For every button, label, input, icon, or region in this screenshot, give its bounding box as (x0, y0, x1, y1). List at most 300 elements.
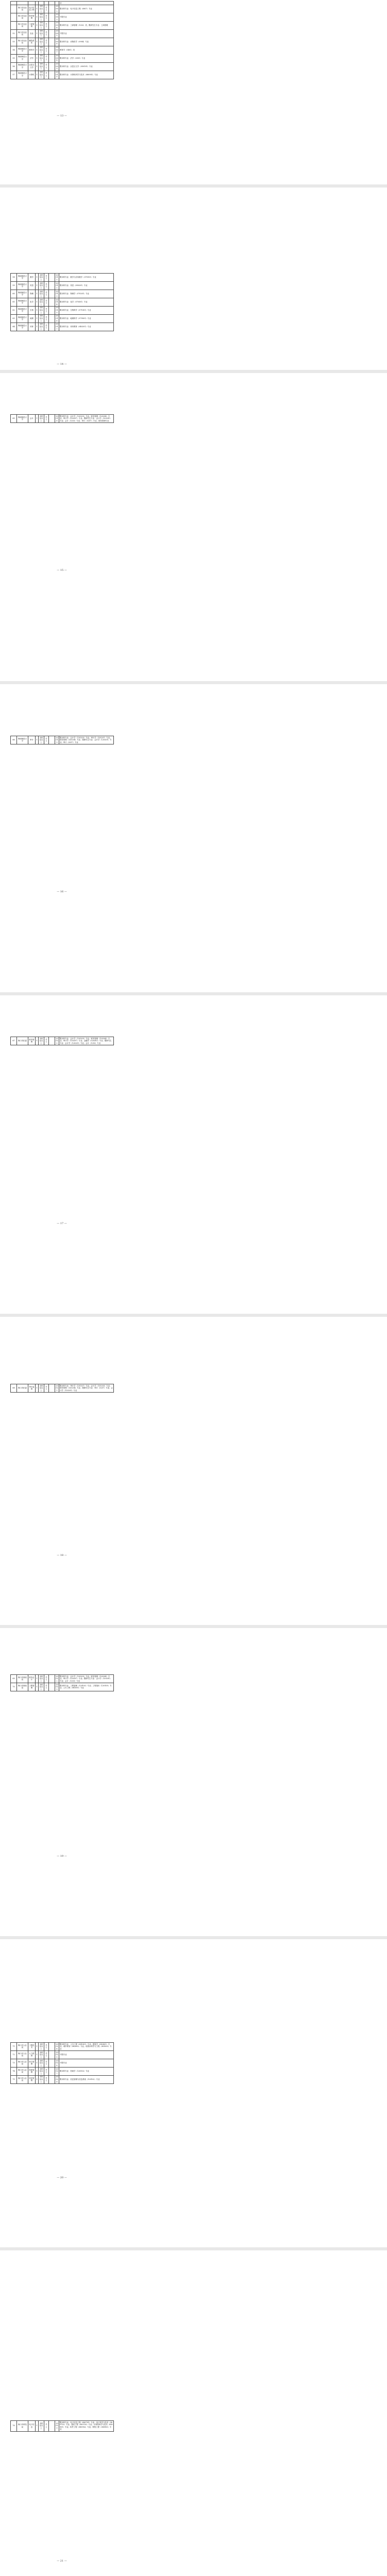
table-row (11, 1675, 114, 1683)
condition-cell (49, 21, 55, 29)
condition-cell (49, 29, 55, 38)
condition-cell (49, 2075, 55, 2083)
condition-cell (49, 736, 55, 744)
row-number: 61 (11, 298, 17, 306)
condition-cell (49, 13, 55, 21)
education-cell: 本科及以上 (39, 21, 44, 29)
page-number: — 15 — (57, 569, 67, 572)
count-cell: 1 (36, 71, 39, 79)
employer-cell: 海南师范大学 (17, 298, 28, 306)
table-row (11, 54, 114, 62)
degree-cell: 学士 (44, 298, 49, 306)
degree-cell (44, 2, 49, 5)
employer-cell: 海南师范大学 (17, 46, 28, 54)
row-number (11, 5, 17, 13)
degree-cell: 学士 (44, 306, 49, 314)
condition-cell (49, 2, 55, 5)
page-number: — 20 — (57, 2176, 67, 2179)
recruitment-table (10, 2042, 114, 2084)
degree-cell: 学士 (44, 736, 49, 744)
code-cell: 20002 (56, 5, 58, 12)
position-cell: 工商管理 (28, 21, 36, 29)
page-19 (0, 1628, 387, 1937)
position-cell: 法学 (28, 54, 36, 62)
position-cell: 审计 (28, 736, 36, 744)
position-cell: 电子信息 (28, 2421, 36, 2432)
recruitment-table (10, 414, 114, 423)
requirement-cell: 限本科专业：信息管理与信息系统（120102）专业 (59, 2075, 114, 2083)
requirement-cell: 限本科专业：计算机科学与技术（080901）专业 (59, 71, 114, 79)
code-cell: 20029 (55, 2421, 59, 2432)
degree-cell: 学士 (44, 2059, 49, 2067)
degree-cell: 学士 (44, 2421, 49, 2432)
code-cell: 20024 (56, 2043, 58, 2050)
requirement-cell: 限本科专业：土木工程（081001）专业；建筑学（082801）专业；城乡规划（082802）专业；给排水科学与工程（081003）专业 (59, 2043, 114, 2051)
employer-cell: 海南师范大学 (17, 71, 28, 79)
requirement-cell: 限本科专业：数学与应用数学（070101）专业 (59, 274, 114, 282)
table-row (11, 2059, 114, 2067)
code-cell (55, 2, 59, 5)
page-number: — 21 — (57, 2560, 67, 2563)
condition-cell (49, 62, 55, 71)
employer-cell: 海口市人社局 (17, 2075, 28, 2083)
condition-cell (49, 1384, 55, 1393)
position-cell: 电子信息工程 (28, 5, 36, 13)
requirement-cell: 限本科专业：会计学（120203）专业；审计学（120207）专业；财务管理（120204）专业；限研究生专业：会计学（120201）专业；审计（0257）专业 (59, 736, 114, 744)
condition-cell (49, 290, 55, 298)
table-row (11, 2075, 114, 2083)
position-cell: 物理 (28, 290, 36, 298)
degree-cell: 学士 (44, 54, 49, 62)
position-cell: 化学 (28, 298, 36, 306)
employer-cell: 海南师范大学 (17, 54, 28, 62)
page-15 (0, 373, 387, 682)
page-number: — 13 — (57, 114, 67, 117)
table-row (11, 46, 114, 54)
position-cell: 英语 (28, 281, 36, 290)
education-cell: 本科及以上 (39, 281, 44, 290)
condition-cell (49, 2059, 55, 2067)
education-cell: 本科及以上 (39, 29, 44, 38)
code-cell: 20013 (56, 290, 58, 297)
requirement-cell: 限本科专业：审计学（120207）专业；会计学（120203）专业；财务管理（120204）专业；限研究生专业：审计（0257）专业；会计学（120201）专业 (60, 1384, 113, 1392)
requirement-cell: 不限专业 (59, 2050, 114, 2059)
count-cell: 1 (36, 54, 39, 62)
requirement-cell: 限本科专业：物理学（070201）专业 (59, 290, 114, 298)
employer-cell (17, 2, 28, 5)
position-cell: 综合管理 (28, 2059, 36, 2067)
code-cell: 20026 (56, 2059, 58, 2066)
education-cell: 本科及以上 (39, 1384, 44, 1393)
requirement-cell: 限本科专业：工程管理（120103）专业；工程造价（120105）专业；土木工程（081001）专业 (59, 1683, 114, 1691)
degree-cell: 学士 (44, 2067, 49, 2075)
employer-cell: 海口市农业局 (17, 5, 28, 13)
code-cell: 20017 (56, 323, 58, 330)
row-number: 68 (11, 1384, 17, 1393)
education-cell: 本科及以上 (39, 2075, 44, 2083)
degree-cell: 学士 (44, 2075, 49, 2083)
degree-cell: 学士 (44, 62, 49, 71)
employer-cell: 海口市农业局 (17, 13, 28, 21)
table-row (11, 736, 114, 744)
requirement-cell: 限本科专业：工商管理（1202）类，限研究生专业：工商管理 (59, 21, 114, 29)
count-cell: 1 (36, 298, 39, 306)
employer-cell: 海口市纪委 (17, 1384, 28, 1393)
row-number: 54 (11, 46, 17, 54)
requirement-cell: 限本科专业：会计学（120203）专业；财务管理（120204）专业；审计学（120207）专业；金融学（020301）专业；限研究生专业：会计学（120201）专业；会计（1253）专业 (59, 1037, 114, 1045)
condition-cell (49, 46, 55, 54)
count-cell: 1 (36, 13, 39, 21)
position-cell: 计算机 (28, 71, 36, 79)
requirement-cell: 限本科专业：电子信息工程（080701）专业；电子科学与技术（080702）专业；通信工程（080703）专业；计算机科学与技术（080901）专业；软件工程（080902）专业；网络工程（080903）专业 (60, 2421, 113, 2431)
degree-cell: 学士 (44, 13, 49, 21)
row-number: 57 (11, 71, 17, 79)
code-cell: 20028 (56, 2076, 58, 2083)
count-cell: 1 (36, 2043, 39, 2051)
table-row (11, 38, 114, 46)
condition-cell (49, 54, 55, 62)
position-cell: 生物 (28, 306, 36, 314)
position-cell: 审计监督 (28, 1384, 36, 1393)
degree-cell: 学士 (44, 46, 49, 54)
requirement-cell: 限本科专业：动物医学（0904）专业 (59, 38, 114, 46)
row-number: 66 (11, 736, 17, 744)
count-cell: 1 (36, 290, 39, 298)
education-cell: 本科及以上 (39, 1683, 44, 1691)
page-20 (0, 1939, 387, 2248)
condition-cell (49, 415, 55, 423)
requirement-cell: 限本科专业：生物科学（071001）专业 (59, 306, 114, 314)
education-cell: 本科及以上 (39, 1037, 44, 1045)
requirement-cell: 限本科专业：法学（0301）专业 (59, 54, 114, 62)
employer-cell: 海南师范大学 (17, 323, 28, 331)
education-cell: 本科及以上 (39, 415, 44, 423)
condition-cell (49, 1037, 55, 1045)
recruitment-table (10, 1384, 114, 1393)
employer-cell: 海南师范大学 (17, 306, 28, 314)
table-row (11, 71, 114, 79)
count-cell: 1 (36, 21, 39, 29)
requirement-cell: 教育学（0401）类 (59, 46, 114, 54)
count-cell: 1 (36, 1384, 39, 1393)
count-cell: 1 (36, 1675, 39, 1683)
table-row (11, 13, 114, 21)
education-cell (39, 2, 44, 5)
table-row (11, 2421, 114, 2432)
recruitment-table (10, 736, 114, 744)
position-cell: 信息管理 (28, 2075, 36, 2083)
page-13 (0, 0, 387, 185)
education-cell: 本科及以上 (39, 290, 44, 298)
education-cell: 本科及以上 (39, 2043, 44, 2051)
code-cell: 20014 (56, 298, 58, 306)
table-row (11, 274, 114, 282)
education-cell: 本科及以上 (39, 13, 44, 21)
requirement-cell: 限本科专业：档案学（120502）专业 (59, 2067, 114, 2075)
requirement-cell: 不限专业 (59, 13, 114, 21)
requirement-cell: 业 (59, 2, 114, 5)
table-row (11, 1683, 114, 1691)
employer-cell: 海口市人社局 (17, 2059, 28, 2067)
count-cell: 1 (36, 2059, 39, 2067)
employer-cell: 海南师范大学 (17, 415, 28, 423)
code-cell: 20015 (56, 307, 58, 314)
table-row (11, 1384, 114, 1393)
page-14 (0, 188, 387, 371)
degree-cell: 学士 (44, 38, 49, 46)
position-cell: 会计 (28, 415, 36, 423)
degree-cell: 学士 (44, 5, 49, 13)
condition-cell (49, 314, 55, 323)
code-cell: 20009 (56, 63, 58, 70)
requirement-cell: 限本科专业：地理科学（070501）专业 (59, 314, 114, 323)
row-number: 65 (11, 415, 17, 423)
table-row (11, 2050, 114, 2059)
requirement-cell: 限本科专业：会计学（120203）专业；财务管理（120204）专业；审计学（120207）专业；限研究生专业：会计学（120201）专业；会计（1253）专业 (59, 1675, 114, 1683)
row-number: 73 (11, 2059, 17, 2067)
condition-cell (49, 2421, 55, 2432)
row-number: 56 (11, 62, 17, 71)
recruitment-table (10, 273, 114, 331)
degree-cell: 学士 (44, 1675, 49, 1683)
table-row (11, 2, 114, 5)
row-number: 69 (11, 1675, 17, 1683)
code-cell: 20008 (56, 55, 58, 62)
education-cell: 本科及以上 (39, 62, 44, 71)
position-cell: 财务管理 (28, 13, 36, 21)
row-number: 52 (11, 29, 17, 38)
position-cell: 财务管理 (28, 1037, 36, 1045)
count-cell: 1 (36, 38, 39, 46)
employer-cell: 海南师范大学 (17, 314, 28, 323)
position-cell: 农业 (28, 29, 36, 38)
page-number: — 19 — (57, 1855, 67, 1858)
code-cell: 20007 (56, 46, 58, 54)
position-cell: 人力资源 (28, 2050, 36, 2059)
education-cell: 本科及以上 (39, 38, 44, 46)
employer-cell: 海口市人社局 (17, 2067, 28, 2075)
count-cell: 1 (36, 62, 39, 71)
employer-cell: 海南师范大学 (17, 281, 28, 290)
position-cell: 数学 (28, 274, 36, 282)
code-cell: 20023 (56, 1683, 58, 1690)
education-cell: 本科及以上 (39, 2421, 44, 2432)
recruitment-table (10, 1674, 114, 1691)
education-cell: 本科及以上 (39, 323, 44, 331)
code-cell: 20006 (56, 38, 58, 45)
education-cell: 本科及以上 (39, 46, 44, 54)
row-number: 74 (11, 2067, 17, 2075)
table-row (11, 281, 114, 290)
condition-cell (49, 2050, 55, 2059)
page-number: — 17 — (57, 1222, 67, 1225)
position-cell (28, 2, 36, 5)
code-cell: 20011 (56, 274, 58, 281)
degree-cell: 学士 (44, 1384, 49, 1393)
table-row (11, 2067, 114, 2075)
table-row (11, 5, 114, 13)
code-cell: 20021 (56, 1384, 58, 1392)
employer-cell: 海南师范大学 (17, 290, 28, 298)
employer-cell: 海口市农业局 (17, 38, 28, 46)
employer-cell: 海口市财政局 (17, 1675, 28, 1683)
row-number: 63 (11, 314, 17, 323)
table-row (11, 298, 114, 306)
row-number: 58 (11, 274, 17, 282)
row-number: 60 (11, 290, 17, 298)
table-row (11, 290, 114, 298)
count-cell: 1 (36, 5, 39, 13)
condition-cell (49, 2043, 55, 2051)
employer-cell: 海口市科技局 (17, 2421, 28, 2432)
position-cell: 汉语言文学 (28, 62, 36, 71)
employer-cell: 海口市人社局 (17, 2050, 28, 2059)
degree-cell: 学士 (44, 71, 49, 79)
count-cell: 1 (36, 2067, 39, 2075)
education-cell: 本科及以上 (39, 54, 44, 62)
education-cell: 本科及以上 (39, 1675, 44, 1683)
row-number: 76 (11, 2421, 17, 2432)
employer-cell: 海南师范大学 (17, 62, 28, 71)
count-cell: 1 (36, 1037, 39, 1045)
position-cell: 档案管理 (28, 2067, 36, 2075)
table-row (11, 323, 114, 331)
row-number: 72 (11, 2050, 17, 2059)
count-cell: 1 (36, 281, 39, 290)
condition-cell (49, 1683, 55, 1691)
row-number: 53 (11, 38, 17, 46)
row-number: 62 (11, 306, 17, 314)
degree-cell: 学士 (44, 1037, 49, 1045)
page-17 (0, 995, 387, 1315)
position-cell: 工程技术 (28, 2043, 36, 2051)
requirement-cell: 限本科专业：体育教育（040201）专业 (59, 323, 114, 331)
requirement-cell: 限本科专业：英语（050201）专业 (59, 281, 114, 290)
employer-cell: 海口市财政局 (17, 1683, 28, 1691)
employer-cell: 海南师范大学 (17, 274, 28, 282)
code-cell: 20027 (56, 2067, 58, 2075)
position-cell: 畜牧兽医 (28, 38, 36, 46)
count-cell: 1 (36, 46, 39, 54)
education-cell: 本科及以上 (39, 314, 44, 323)
table-row (11, 21, 114, 29)
code-cell: 20003 (56, 13, 58, 21)
employer-cell: 海口市纪委 (17, 1037, 28, 1045)
page-number: — 14 — (57, 363, 67, 366)
code-cell: 20018 (56, 415, 58, 422)
count-cell: 1 (36, 306, 39, 314)
condition-cell (49, 274, 55, 282)
requirement-cell: 不限专业 (59, 29, 114, 38)
page-number: — 18 — (57, 1554, 67, 1557)
row-number: 70 (11, 1683, 17, 1691)
row-number (11, 13, 17, 21)
table-row (11, 29, 114, 38)
count-cell: 1 (36, 1683, 39, 1691)
requirement-cell: 限本科专业：会计学（120203）专业；财务管理（120204）专业；审计学（120207）专业；限研究生专业：会计学（120201）专业；会计（1253）专业；审计（0257）专业；财务管理专业 (59, 415, 114, 423)
education-cell: 本科及以上 (39, 274, 44, 282)
page-18 (0, 1317, 387, 1626)
education-cell: 本科及以上 (39, 5, 44, 13)
condition-cell (49, 298, 55, 306)
condition-cell (49, 5, 55, 13)
count-cell: 1 (36, 314, 39, 323)
degree-cell: 学士 (44, 1683, 49, 1691)
count-cell: 1 (36, 2421, 39, 2432)
count-cell: 1 (36, 736, 39, 744)
page-16 (0, 684, 387, 993)
degree-cell: 学士 (44, 29, 49, 38)
education-cell: 本科及以上 (39, 2050, 44, 2059)
row-number (11, 2, 17, 5)
position-cell: 财务会计 (28, 1675, 36, 1683)
employer-cell: 海口市农业局 (17, 29, 28, 38)
table-row (11, 62, 114, 71)
code-cell: 20004 (56, 22, 58, 29)
condition-cell (49, 1675, 55, 1683)
degree-cell: 学士 (44, 281, 49, 290)
condition-cell (49, 2067, 55, 2075)
position-cell: 工程管理 (28, 1683, 36, 1691)
table-row (11, 314, 114, 323)
employer-cell: 海口市农业局 (17, 21, 28, 29)
requirement-cell: 限本科专业：化学（070301）专业 (59, 298, 114, 306)
count-cell: 1 (36, 2050, 39, 2059)
row-number: 67 (11, 1037, 17, 1045)
code-cell: 20022 (56, 1675, 58, 1682)
requirement-cell: 限本科专业：电子信息工程（0807）专业 (59, 5, 114, 13)
education-cell: 本科及以上 (39, 71, 44, 79)
code-cell: 20010 (56, 71, 58, 78)
position-cell: 地理 (28, 314, 36, 323)
condition-cell (49, 71, 55, 79)
degree-cell: 学士 (44, 21, 49, 29)
education-cell: 本科及以上 (39, 298, 44, 306)
table-row (11, 306, 114, 314)
condition-cell (49, 323, 55, 331)
code-cell: 20012 (56, 282, 58, 289)
count-cell: 1 (36, 415, 39, 423)
row-number: 59 (11, 281, 17, 290)
condition-cell (49, 38, 55, 46)
count-cell: 1 (36, 274, 39, 282)
table-row (11, 1037, 114, 1045)
table-row (11, 2043, 114, 2051)
recruitment-table (10, 1, 114, 79)
education-cell: 本科及以上 (39, 306, 44, 314)
row-number: 55 (11, 54, 17, 62)
requirement-cell: 不限专业 (59, 2059, 114, 2067)
degree-cell: 学士 (44, 290, 49, 298)
education-cell: 本科及以上 (39, 736, 44, 744)
page-number: — 16 — (57, 890, 67, 893)
code-cell: 20019 (56, 736, 58, 743)
education-cell: 本科及以上 (39, 2067, 44, 2075)
count-cell: 1 (36, 2075, 39, 2083)
degree-cell: 学士 (44, 2050, 49, 2059)
code-cell: 20005 (56, 30, 58, 37)
employer-cell: 海口市人社局 (17, 2043, 28, 2051)
count-cell: 1 (36, 323, 39, 331)
degree-cell: 学士 (44, 323, 49, 331)
degree-cell: 学士 (44, 415, 49, 423)
row-number: 64 (11, 323, 17, 331)
education-cell: 本科及以上 (39, 2059, 44, 2067)
recruitment-table (10, 2420, 114, 2432)
requirement-cell: 限本科专业：汉语言文学（050101）专业 (59, 62, 114, 71)
count-cell: 1 (36, 29, 39, 38)
employer-cell: 海南师范大学 (17, 736, 28, 744)
